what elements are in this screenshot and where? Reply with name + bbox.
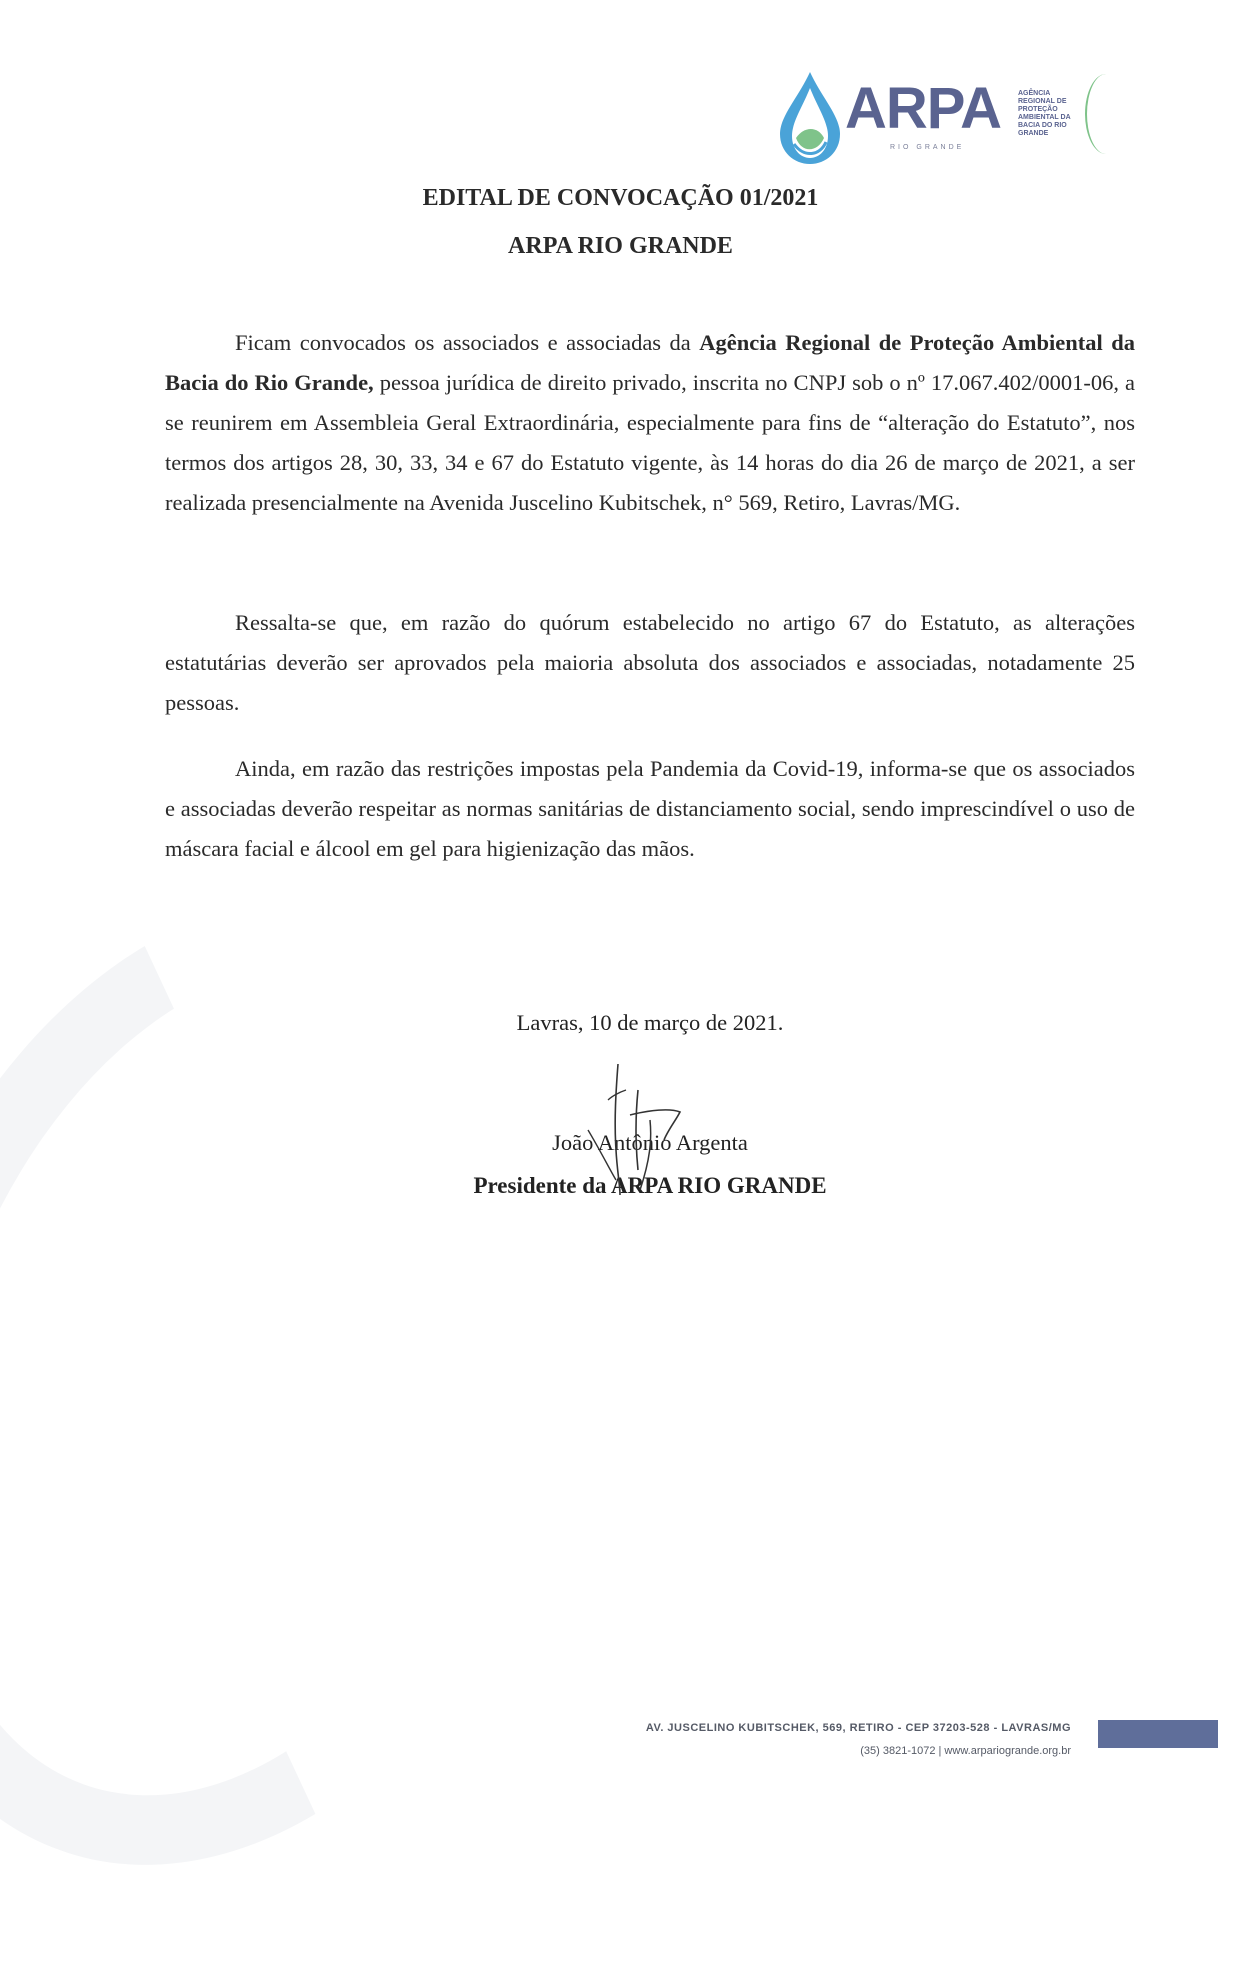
footer-contact: (35) 3821-1072 | www.arpariogrande.org.br <box>860 1745 1071 1757</box>
water-drop-icon <box>770 68 850 168</box>
logo-brand-text: ARPA <box>845 76 1002 141</box>
logo-arc <box>1085 74 1127 154</box>
paragraph-quorum: Ressalta-se que, em razão do quórum estabelecido no artigo 67 do Estatuto, as alterações estatutárias deverão ser aprovados pela maioria absoluta dos associados e associadas, notadamente 25 pessoas. <box>165 610 1135 715</box>
background-watermark <box>0 790 730 1969</box>
arpa-logo <box>770 68 1110 168</box>
place-date: Lavras, 10 de março de 2021. <box>516 1010 784 1035</box>
signatory-role: Presidente da ARPA RIO GRANDE <box>473 1173 827 1198</box>
logo-description: AGÊNCIA REGIONAL DE PROTEÇÃO AMBIENTAL DA BACIA DO RIO GRANDE <box>1018 90 1071 137</box>
handwritten-signature <box>580 1060 700 1200</box>
paragraph-convocation <box>165 323 1135 523</box>
document-title: EDITAL DE CONVOCAÇÃO 01/2021 <box>422 185 819 211</box>
logo-subtitle: RIO GRANDE <box>890 144 965 151</box>
document-subtitle: ARPA RIO GRANDE <box>508 233 733 259</box>
paragraph-covid: Ainda, em razão das restrições impostas pela Pandemia da Covid-19, informa-se que os associados e associadas deverão respeitar as normas sanitárias de distanciamento social, sendo imprescindível o uso de máscara facial e álcool em gel para higienização das mãos. <box>165 756 1135 861</box>
footer-address: AV. JUSCELINO KUBITSCHEK, 569, RETIRO - CEP 37203-528 - LAVRAS/MG <box>645 1722 1071 1734</box>
footer-color-bar <box>1098 1720 1218 1748</box>
organization-name: Agência Regional de Proteção Ambiental da Bacia do Rio Grande, <box>165 330 1135 395</box>
paragraph-convocation-rest: pessoa jurídica de direito privado, inscrita no CNPJ sob o nº 17.067.402/0001-06, a se reunirem em Assembleia Geral Extraordinária, especialmente para fins de “alteração do Estatuto”, nos termos dos artigos 28, 30, 33, 34 e 67 do Estatuto vigente, às 14 horas do dia 26 de março de 2021, a ser realizada presencialmente na Avenida Juscelino Kubitschek, n° 569, Retiro, Lavras/MG. <box>165 370 1135 515</box>
paragraph-convocation-start: Ficam convocados os associados e associadas da <box>235 330 700 355</box>
signatory-name: João Antônio Argenta <box>552 1130 748 1155</box>
